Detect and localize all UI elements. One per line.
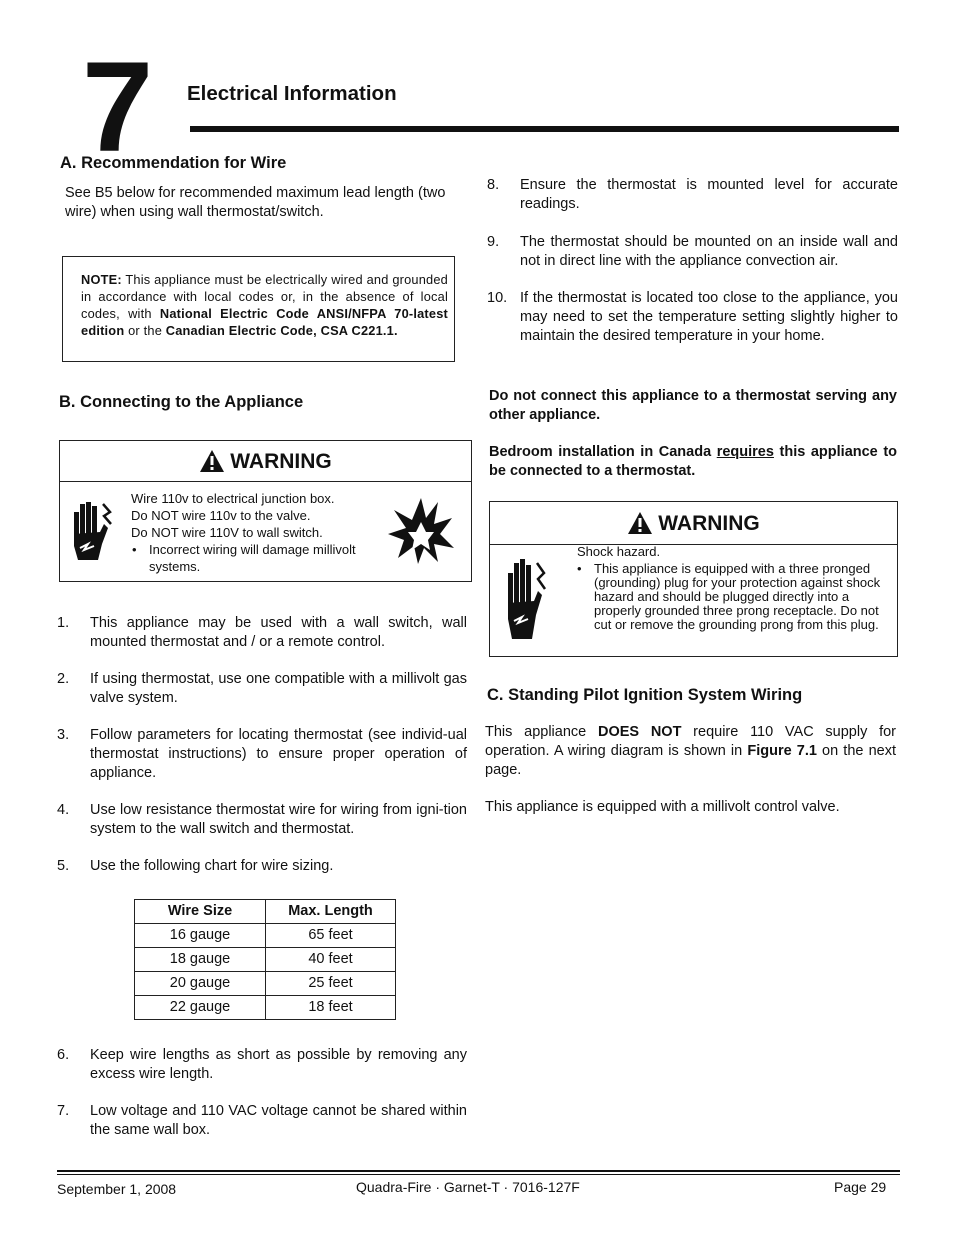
note-nec-code: National Electric Code ANSI/NFPA 70-latest edition <box>81 306 448 338</box>
list-item-number: 9. <box>487 234 500 250</box>
list-item-number: 4. <box>57 802 70 818</box>
footer-rule <box>57 1170 900 1172</box>
section-c-heading: C. Standing Pilot Ignition System Wiring <box>487 686 803 704</box>
table-cell: 40 feet <box>266 948 396 972</box>
shock-hand-icon <box>70 498 116 562</box>
warning-box-wiring <box>59 440 472 582</box>
list-item-number: 10. <box>487 290 508 306</box>
section-a-body: See B5 below for recommended maximum lead length (two wire) when using wall thermostat/switch. <box>65 185 446 220</box>
canada-bedroom-note <box>489 443 897 481</box>
list-item-text: Low voltage and 110 VAC voltage cannot be shared within the same wall box. <box>90 1103 467 1138</box>
table-cell: 25 feet <box>266 972 396 996</box>
canada-note-pre: Bedroom installation in Canada <box>489 444 717 460</box>
footer-page-number: Page 29 <box>834 1179 887 1195</box>
warning-box-shock <box>489 501 898 657</box>
section-c-paragraph-2: This appliance is equipped with a millivolt control valve. <box>485 799 840 815</box>
list-item-text: This appliance may be used with a wall switch, wall mounted thermostat and / or a remote control. <box>90 615 467 650</box>
table-cell: 18 feet <box>266 996 396 1020</box>
figure-reference: Figure 7.1 <box>747 743 817 759</box>
table-cell: 18 gauge <box>135 948 266 972</box>
list-item-text: If using thermostat, use one compatible with a millivolt gas valve system. <box>90 671 467 706</box>
list-item-number: 8. <box>487 177 500 193</box>
note-box <box>62 256 455 362</box>
table-row <box>135 972 396 996</box>
list-item-text: Use low resistance thermostat wire for wiring from igni-tion system to the wall switch and thermostat. <box>90 802 467 837</box>
list-item-text: If the thermostat is located too close to the appliance, you may need to set the temperature setting slightly higher to maintain the desired temperature in your home. <box>520 290 898 344</box>
chapter-title: Electrical Information <box>187 82 397 105</box>
footer-document-id: Quadra-Fire · Garnet-T · 7016-127F <box>356 1179 580 1195</box>
section-c-does-not: DOES NOT <box>597 724 682 740</box>
wire-size-table <box>134 899 396 1020</box>
warning-line-1: Wire 110v to electrical junction box. <box>131 491 335 506</box>
table-cell: 65 feet <box>266 924 396 948</box>
warning-line-3: Do NOT wire 110V to wall switch. <box>131 525 323 540</box>
canada-note-requires: requires <box>716 444 774 460</box>
list-item-number: 6. <box>57 1047 70 1063</box>
warning-header <box>490 502 897 545</box>
note-text-2: or the <box>124 323 166 338</box>
warning-line-1: Shock hazard. <box>577 544 661 559</box>
footer-date: September 1, 2008 <box>57 1181 177 1197</box>
section-c-text: This appliance <box>485 724 598 740</box>
footer-rule <box>57 1174 900 1175</box>
list-item-number: 3. <box>57 727 70 743</box>
explosion-icon <box>388 496 454 566</box>
table-cell: 16 gauge <box>135 924 266 948</box>
table-cell: 22 gauge <box>135 996 266 1020</box>
list-item-text: Use the following chart for wire sizing. <box>90 858 334 874</box>
list-item-number: 7. <box>57 1103 70 1119</box>
list-item-text: Follow parameters for locating thermostat (see individ-ual thermostat instructions) to ensure proper operation of appliance. <box>90 727 467 781</box>
note-label: NOTE: <box>81 272 122 287</box>
section-c-paragraph-1 <box>485 723 896 780</box>
section-a-heading: A. Recommendation for Wire <box>60 154 287 172</box>
chapter-rule <box>190 126 899 132</box>
table-header-row <box>135 900 396 924</box>
warning-text <box>577 545 889 632</box>
warning-triangle-icon <box>199 449 225 473</box>
section-c-text: on the next page. <box>485 743 896 778</box>
column-header-wire-size: Wire Size <box>135 900 266 924</box>
shock-hand-icon <box>504 555 550 641</box>
warning-triangle-icon <box>627 511 653 535</box>
section-c-text: require 110 VAC supply for operation. A wiring diagram is shown in <box>485 724 897 759</box>
list-item-text: Keep wire lengths as short as possible by removing any excess wire length. <box>90 1047 467 1082</box>
list-item-number: 2. <box>57 671 70 687</box>
warning-title: WARNING <box>230 449 332 473</box>
warning-text <box>131 490 381 575</box>
warning-line-2: Do NOT wire 110v to the valve. <box>131 508 311 523</box>
table-row <box>135 948 396 972</box>
warning-header <box>60 441 471 482</box>
canada-note-post: this appliance to be connected to a thermostat. <box>489 444 898 479</box>
list-item-number: 5. <box>57 858 70 874</box>
warning-bullet: • This appliance is equipped with a three pronged (grounding) plug for your protection against shock hazard and should be plugged directly into a properly grounded three prong receptacle. Do not cut or remove the grounding prong from this plug. <box>577 562 889 632</box>
section-b-heading: B. Connecting to the Appliance <box>59 393 304 411</box>
list-item-text: Ensure the thermostat is mounted level for accurate readings. <box>520 177 898 212</box>
table-row <box>135 996 396 1020</box>
note-text-1: This appliance must be electrically wired and grounded in accordance with local codes or, in the absence of local codes, with <box>81 272 448 321</box>
table-row <box>135 924 396 948</box>
note-cec-code: Canadian Electric Code, CSA C221.1. <box>165 323 398 338</box>
list-item-number: 1. <box>57 615 70 631</box>
column-header-max-length: Max. Length <box>266 900 396 924</box>
chapter-number: 7 <box>82 36 150 179</box>
list-item-text: The thermostat should be mounted on an inside wall and not in direct line with the appliance convection air. <box>520 234 898 269</box>
thermostat-note: Do not connect this appliance to a thermostat serving any other appliance. <box>489 388 897 423</box>
table-cell: 20 gauge <box>135 972 266 996</box>
warning-title: WARNING <box>658 511 760 535</box>
warning-bullet: • Incorrect wiring will damage millivolt systems. <box>132 541 381 575</box>
